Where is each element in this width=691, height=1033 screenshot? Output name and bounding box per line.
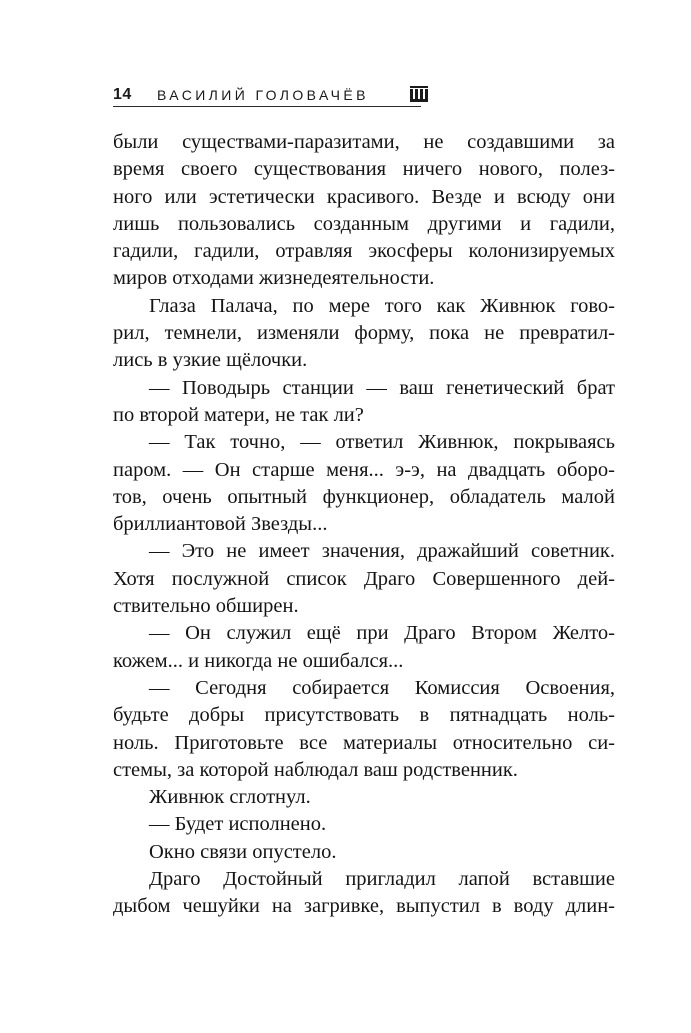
text-line: Драго Достойный пригладил лапой вставшие: [149, 868, 615, 891]
text-line: Хотя послужной список Драго Совершенного дей-: [113, 567, 615, 590]
text-line: гадили, гадили, отравляя экосферы колонизируемых: [113, 240, 615, 263]
text-line: бриллиантовой Звезды...: [113, 513, 328, 536]
text-line: Окно связи опустело.: [149, 840, 337, 863]
text-line: по второй матери, не так ли?: [113, 403, 364, 426]
text-line: лись в узкие щёлочки.: [113, 349, 308, 372]
text-line: время своего существования ничего нового, полез-: [113, 158, 615, 181]
text-line: дыбом чешуйки на загривке, выпустил в воду длин-: [113, 895, 615, 918]
header-rule: [113, 106, 421, 107]
text-line: кожем... и никогда не ошибался...: [113, 649, 404, 672]
text-line: — Это не имеет значения, дражайший советник.: [149, 540, 615, 563]
text-line: Живнюк сглотнул.: [149, 786, 311, 809]
text-line: были существами-паразитами, не создавшими за: [113, 131, 615, 153]
publisher-logo-icon: [410, 86, 428, 102]
body-text: [113, 129, 615, 921]
page-number: 14: [113, 86, 132, 103]
text-line: стемы, за которой наблюдал ваш родственник.: [113, 758, 518, 781]
text-line: ствительно обширен.: [113, 595, 299, 618]
text-line: — Он служил ещё при Драго Втором Желто-: [149, 622, 615, 645]
text-line: тов, очень опытный функционер, обладатель малой: [113, 485, 615, 508]
text-line: ноль. Приготовьте все материалы относительно си-: [113, 731, 615, 754]
author-name: ВАСИЛИЙ ГОЛОВАЧЁВ: [157, 87, 369, 103]
text-line: рил, темнели, изменяли форму, пока не превратил-: [113, 322, 615, 345]
running-head: [113, 82, 429, 106]
text-line: миров отходами жизнедеятельности.: [113, 267, 435, 290]
text-line: Глаза Палача, по мере того как Живнюк гово-: [149, 294, 615, 317]
text-line: будьте добры присутствовать в пятнадцать ноль-: [113, 704, 615, 727]
text-line: — Будет исполнено.: [149, 813, 327, 836]
text-line: — Поводырь станции — ваш генетический брат: [149, 376, 615, 399]
text-line: — Сегодня собирается Комиссия Освоения,: [149, 676, 615, 699]
text-line: — Так точно, — ответил Живнюк, покрываясь: [149, 431, 615, 454]
text-line: ного или эстетически красивого. Везде и всюду они: [113, 185, 615, 208]
text-line: лишь пользовались созданным другими и гадили,: [113, 212, 615, 235]
text-line: паром. — Он старше меня... э-э, на двадцать оборо-: [113, 458, 615, 481]
